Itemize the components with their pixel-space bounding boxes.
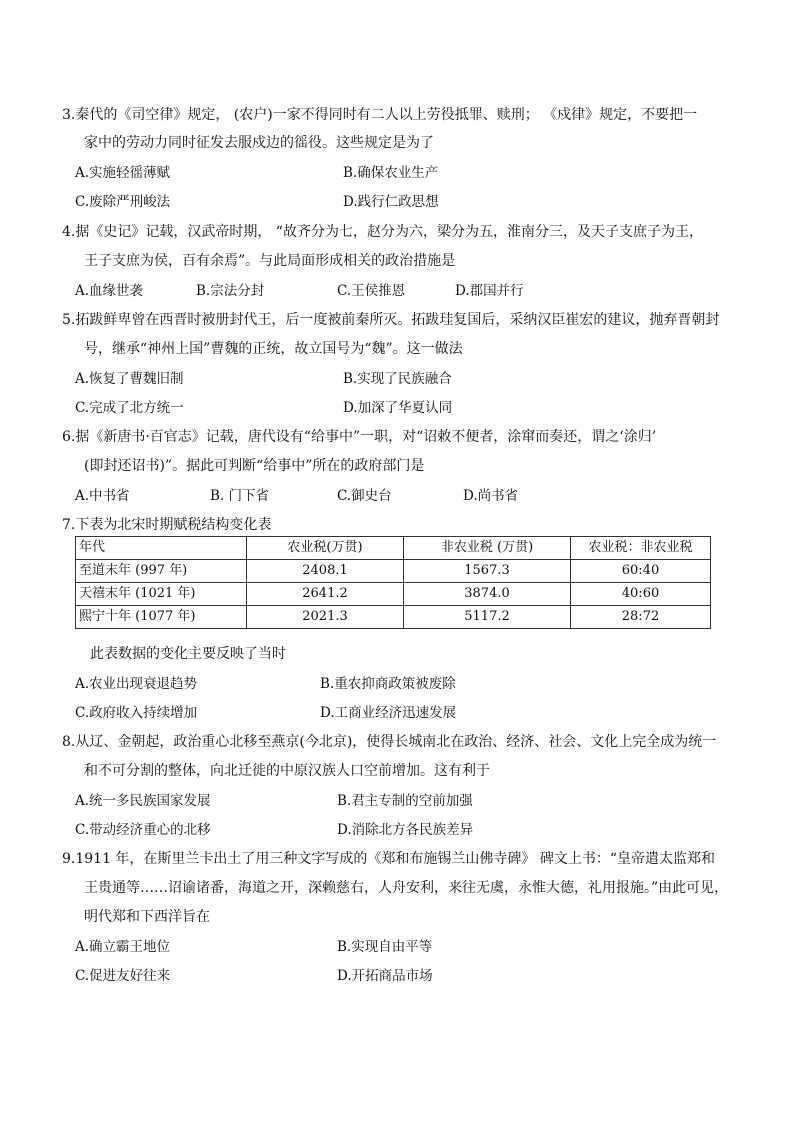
question-3-line-2: 家中的劳动力同时征发去服戍边的徭役。这些规定是为了 (84, 135, 434, 151)
table-row (76, 560, 711, 583)
table-cell: 熙宁十年 (1077 年) (76, 606, 247, 629)
q9-option-d[interactable]: D.开拓商品市场 (337, 968, 433, 984)
q9-option-a[interactable]: A.确立霸王地位 (75, 939, 171, 955)
q6-option-b[interactable]: B. 门下省 (210, 488, 270, 504)
table-cell: 3874.0 (404, 583, 571, 606)
table-header-cell: 非农业税 (万贯) (404, 537, 571, 560)
table-header-row (76, 537, 711, 560)
question-5-line-1: 5.拓跋鲜卑曾在西晋时被册封代王，后一度被前秦所灭。拓跋珪复国后，采纳汉臣崔宏的建议，抛弃晋朝封 (62, 312, 720, 328)
question-4-line-2: 王子支庶为侯，百有余焉”。与此局面形成相关的政治措施是 (84, 253, 456, 269)
table-cell: 至道末年 (997 年) (76, 560, 247, 583)
table-cell: 2021.3 (247, 606, 404, 629)
table-header-cell: 农业税：非农业税 (571, 537, 711, 560)
q5-option-a[interactable]: A.恢复了曹魏旧制 (75, 371, 184, 387)
q8-option-c[interactable]: C.带动经济重心的北移 (75, 822, 211, 838)
q7-option-a[interactable]: A.农业出现衰退趋势 (75, 676, 198, 692)
question-8-line-2: 和不可分割的整体，向北迁徙的中原汉族人口空前增加。这有利于 (84, 763, 490, 779)
table-header-cell: 农业税(万贯) (247, 537, 404, 560)
table-cell: 2408.1 (247, 560, 404, 583)
q8-option-b[interactable]: B.君主专制的空前加强 (337, 793, 473, 809)
question-8-line-1: 8.从辽、金朝起，政治重心北移至燕京(今北京)，使得长城南北在政治、经济、社会、文化上完全成为统一 (62, 734, 717, 750)
q4-option-d[interactable]: D.郡国并行 (455, 283, 524, 299)
q3-option-d[interactable]: D.践行仁政思想 (343, 194, 439, 210)
table-cell: 40:60 (571, 583, 711, 606)
question-6-line-2: (即封还诏书)”。据此可判断“给事中”所在的政府部门是 (84, 458, 425, 474)
q9-option-b[interactable]: B.实现自由平等 (337, 939, 433, 955)
table-row (76, 583, 711, 606)
q8-option-a[interactable]: A.统一多民族国家发展 (75, 793, 211, 809)
table-cell: 28:72 (571, 606, 711, 629)
question-7-line-2: 此表数据的变化主要反映了当时 (90, 646, 286, 662)
q8-option-d[interactable]: D.消除北方各民族差异 (337, 822, 474, 838)
table-cell: 2641.2 (247, 583, 404, 606)
question-3-line-1: 3.秦代的《司空律》规定， (农户)一家不得同时有二人以上劳役抵罪、赎刑； 《戍律》规定，不要把一 (62, 107, 698, 123)
q3-option-b[interactable]: B.确保农业生产 (343, 165, 439, 181)
q6-option-d[interactable]: D.尚书省 (463, 488, 519, 504)
question-9-line-1: 9.1911 年，在斯里兰卡出土了用三种文字写成的《郑和布施锡兰山佛寺碑》 碑文上书：“皇帝遣太监郑和 (62, 851, 716, 867)
table-row (76, 606, 711, 629)
q4-option-b[interactable]: B.宗法分封 (196, 283, 265, 299)
q5-option-b[interactable]: B.实现了民族融合 (343, 371, 452, 387)
q4-option-a[interactable]: A.血缘世袭 (75, 283, 144, 299)
table-cell: 60:40 (571, 560, 711, 583)
table-header-cell: 年代 (76, 537, 247, 560)
question-5-line-2: 号，继承“神州上国”曹魏的正统，故立国号为“魏”。这一做法 (84, 341, 463, 357)
q6-option-a[interactable]: A.中书省 (75, 488, 130, 504)
q6-option-c[interactable]: C.御史台 (337, 488, 392, 504)
q5-option-d[interactable]: D.加深了华夏认同 (343, 400, 453, 416)
question-4-line-1: 4.据《史记》记载，汉武帝时期， “故齐分为七，赵分为六，梁分为五，淮南分三，及天子支庶子为王， (62, 224, 703, 240)
tax-structure-table (75, 536, 711, 629)
q7-option-b[interactable]: B.重农抑商政策被废除 (320, 676, 456, 692)
q7-option-d[interactable]: D.工商业经济迅速发展 (320, 705, 457, 721)
table-cell: 天禧末年 (1021 年) (76, 583, 247, 606)
q4-option-c[interactable]: C.王侯推恩 (337, 283, 406, 299)
question-9-line-3: 明代郑和下西洋旨在 (84, 909, 210, 925)
table-cell: 1567.3 (404, 560, 571, 583)
table-cell: 5117.2 (404, 606, 571, 629)
question-6-line-1: 6.据《新唐书·百官志》记载，唐代设有“给事中”一职，对“诏敕不便者，涂窜而奏还，谓之‘涂归’ (62, 429, 657, 445)
q3-option-c[interactable]: C.废除严刑峻法 (75, 194, 171, 210)
q9-option-c[interactable]: C.促进友好往来 (75, 968, 171, 984)
question-7-line-1: 7.下表为北宋时期赋税结构变化表 (62, 517, 272, 533)
q7-option-c[interactable]: C.政府收入持续增加 (75, 705, 198, 721)
question-9-line-2: 王贵通等……诏谕诸番，海道之开，深赖慈右，人舟安利，来往无虞，永惟大德，礼用报施。”由此可见， (84, 880, 729, 896)
q5-option-c[interactable]: C.完成了北方统一 (75, 400, 184, 416)
q3-option-a[interactable]: A.实施轻徭薄赋 (75, 165, 171, 181)
